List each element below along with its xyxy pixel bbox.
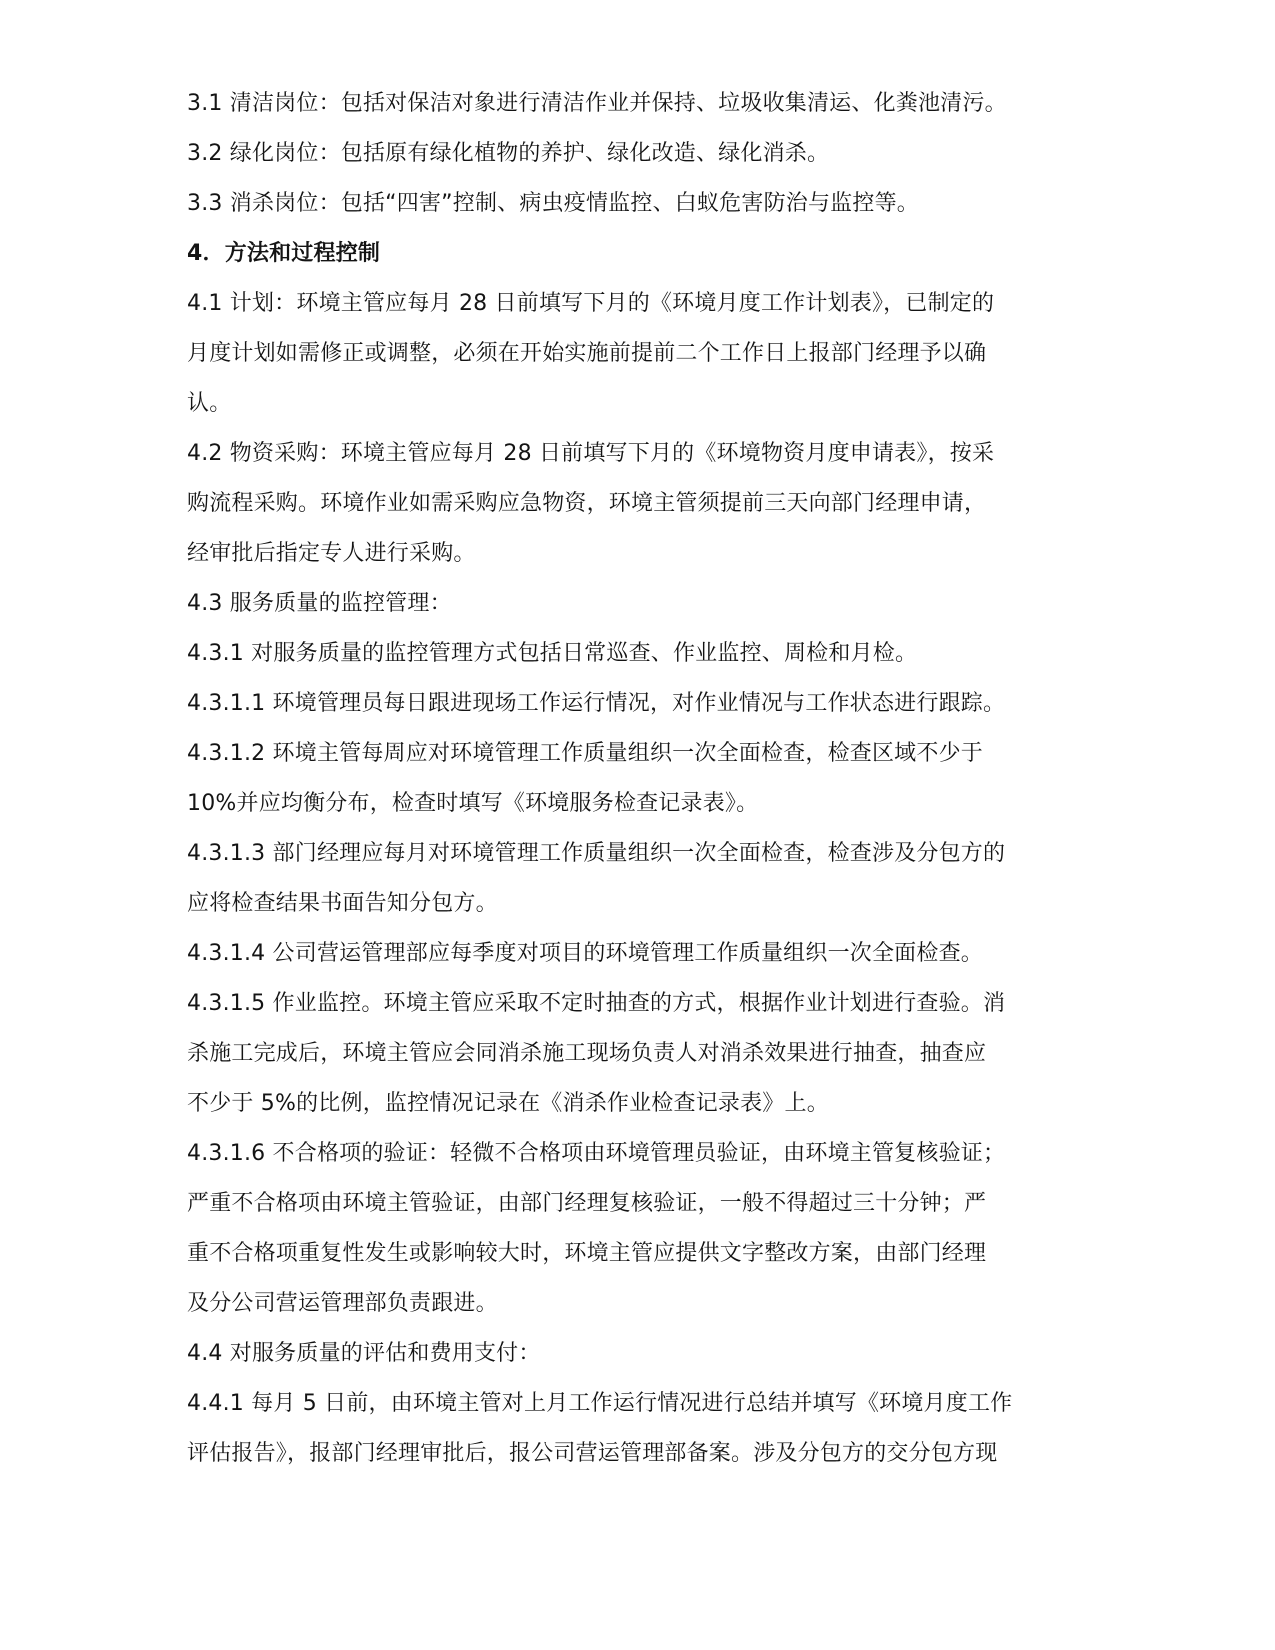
section-heading-4: 4．方法和过程控制 [187, 241, 381, 266]
text-line-4-3-1-5-c: 不少于 5%的比例，监控情况记录在《消杀作业检查记录表》上。 [187, 1091, 829, 1116]
text-line-4-4-1-a: 4.4.1 每月 5 日前，由环境主管对上月工作运行情况进行总结并填写《环境月度工作 [187, 1391, 1013, 1416]
text-line-4-3-1-5-b: 杀施工完成后，环境主管应会同消杀施工现场负责人对消杀效果进行抽查，抽查应 [187, 1041, 987, 1066]
text-line-4-2-b: 购流程采购。环境作业如需采购应急物资，环境主管须提前三天向部门经理申请， [187, 491, 987, 516]
text-line-4-2-c: 经审批后指定专人进行采购。 [187, 541, 476, 566]
text-line-4-3-1-3-a: 4.3.1.3 部门经理应每月对环境管理工作质量组织一次全面检查，检查涉及分包方的 [187, 841, 1006, 866]
text-line-3-1: 3.1 清洁岗位：包括对保洁对象进行清洁作业并保持、垃圾收集清运、化粪池清污。 [187, 91, 1007, 116]
text-line-4-1-a: 4.1 计划：环境主管应每月 28 日前填写下月的《环境月度工作计划表》，已制定的 [187, 291, 995, 316]
text-line-4-3-1-6-a: 4.3.1.6 不合格项的验证：轻微不合格项由环境管理员验证，由环境主管复核验证； [187, 1141, 1006, 1166]
text-line-4-1-b: 月度计划如需修正或调整，必须在开始实施前提前二个工作日上报部门经理予以确 [187, 341, 987, 366]
text-line-4-1-c: 认。 [187, 391, 232, 416]
text-line-4-3-1-4: 4.3.1.4 公司营运管理部应每季度对项目的环境管理工作质量组织一次全面检查。 [187, 941, 983, 966]
text-line-4-4: 4.4 对服务质量的评估和费用支付： [187, 1341, 541, 1366]
text-line-4-3-1-2-a: 4.3.1.2 环境主管每周应对环境管理工作质量组织一次全面检查，检查区域不少于 [187, 741, 983, 766]
text-line-4-3-1-6-d: 及分公司营运管理部负责跟进。 [187, 1291, 498, 1316]
text-line-4-3-1-6-b: 严重不合格项由环境主管验证，由部门经理复核验证，一般不得超过三十分钟；严 [187, 1191, 987, 1216]
text-line-4-3-1-2-b: 10%并应均衡分布，检查时填写《环境服务检查记录表》。 [187, 791, 759, 816]
text-line-4-3-1-6-c: 重不合格项重复性发生或影响较大时，环境主管应提供文字整改方案，由部门经理 [187, 1241, 987, 1266]
text-line-3-2: 3.2 绿化岗位：包括原有绿化植物的养护、绿化改造、绿化消杀。 [187, 141, 830, 166]
text-line-4-3-1: 4.3.1 对服务质量的监控管理方式包括日常巡查、作业监控、周检和月检。 [187, 641, 918, 666]
text-line-3-3: 3.3 消杀岗位：包括“四害”控制、病虫疫情监控、白蚁危害防治与监控等。 [187, 191, 919, 216]
text-line-4-3: 4.3 服务质量的监控管理： [187, 591, 452, 616]
text-line-4-3-1-3-b: 应将检查结果书面告知分包方。 [187, 891, 498, 916]
text-line-4-4-1-b: 评估报告》，报部门经理审批后，报公司营运管理部备案。涉及分包方的交分包方现 [187, 1441, 998, 1466]
text-line-4-3-1-5-a: 4.3.1.5 作业监控。环境主管应采取不定时抽查的方式，根据作业计划进行查验。消 [187, 991, 1006, 1016]
text-line-4-3-1-1: 4.3.1.1 环境管理员每日跟进现场工作运行情况，对作业情况与工作状态进行跟踪。 [187, 691, 1006, 716]
text-line-4-2-a: 4.2 物资采购：环境主管应每月 28 日前填写下月的《环境物资月度申请表》，按采 [187, 441, 995, 466]
